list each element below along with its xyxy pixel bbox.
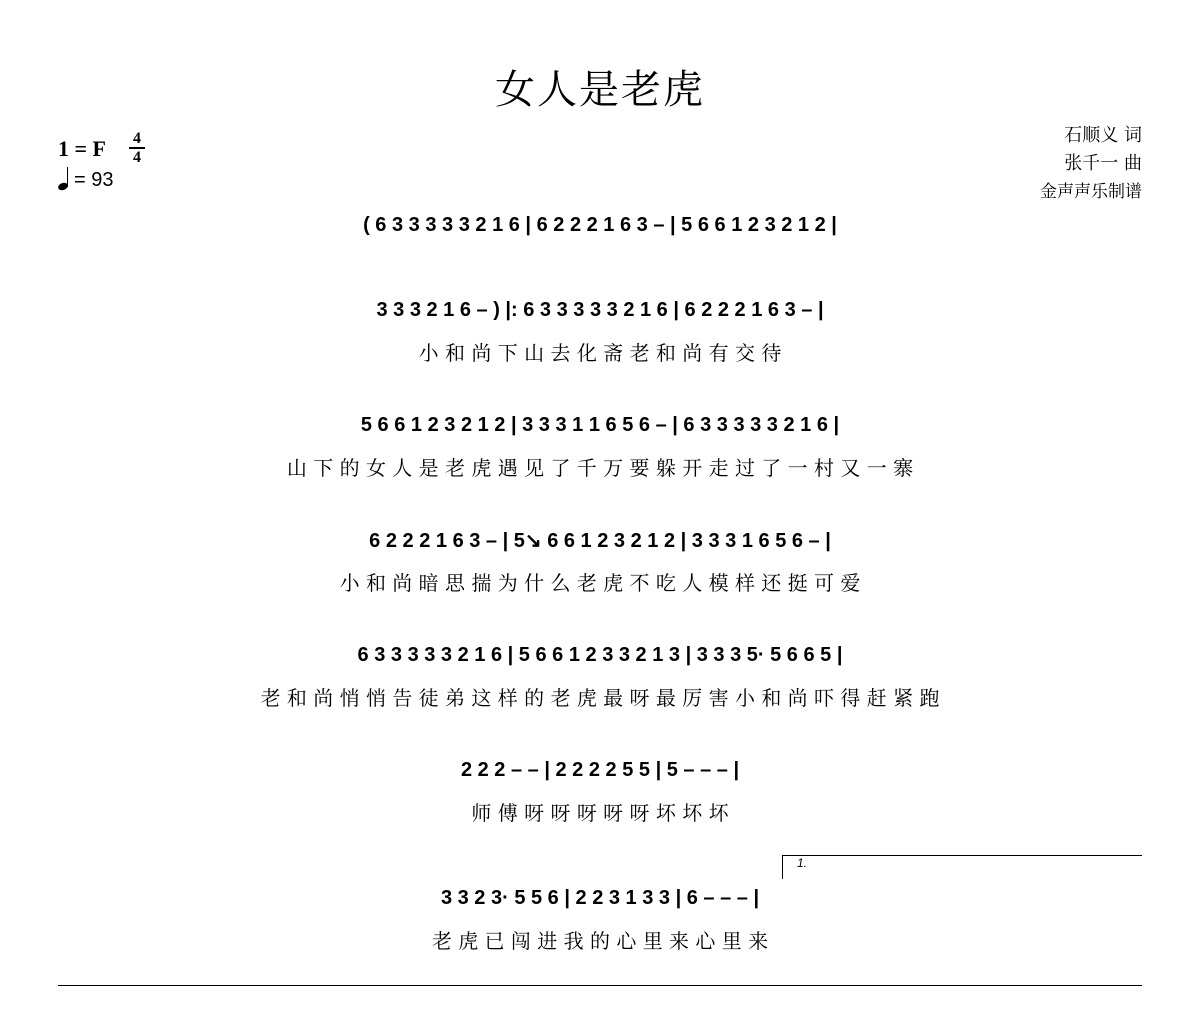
time-signature <box>128 130 146 166</box>
tempo-marking <box>58 166 113 192</box>
tempo-value: = 93 <box>74 169 114 191</box>
row-notes: 3 3 2 3· 5 5 6 | 2 2 3 1 3 3 | 6 – – – | <box>440 886 760 909</box>
time-signature-bottom: 4 <box>133 149 141 166</box>
credits <box>1040 122 1142 206</box>
row-notes: 6 3 3 3 3 3 2 1 6 | 5 6 6 1 2 3 3 2 1 3 | 3 3 3 5· 5 6 6 5 | <box>357 643 843 666</box>
row-notes: 6 2 2 2 1 6 3 – | 5↘ 6 6 1 2 3 2 1 2 | 3 3 3 1 6 5 6 – | <box>369 529 831 552</box>
row-lyrics: 老 和 尚 悄 悄 告 徒 弟 这 样 的 老 虎 最 呀 最 厉 害 小 和 尚 吓 得 赶 紧 跑 <box>260 685 940 710</box>
time-signature-top: 4 <box>133 130 141 147</box>
score-title: 女人是老虎 <box>495 67 705 113</box>
row-notes: 3 3 3 2 1 6 – ) |: 6 3 3 3 3 3 2 1 6 | 6 2 2 2 1 6 3 – | <box>376 298 824 321</box>
row-lyrics: 小 和 尚 下 山 去 化 斋 老 和 尚 有 交 待 <box>418 340 782 365</box>
row-notes: 2 2 2 – – | 2 2 2 2 5 5 | 5 – – – | <box>460 758 740 781</box>
row-lyrics <box>0 251 1200 281</box>
row-lyrics: 师 傅 呀 呀 呀 呀 呀 坏 坏 坏 <box>471 800 729 825</box>
volta-bracket: 1. <box>782 855 1142 879</box>
publisher-credit: 金声声乐制谱 <box>1040 182 1142 202</box>
row-notes: 5 6 6 1 2 3 2 1 2 | 3 3 3 1 1 6 5 6 – | 6 3 3 3 3 3 2 1 6 | <box>360 413 840 436</box>
quarter-note-icon <box>58 166 74 190</box>
row-lyrics: 山 下 的 女 人 是 老 虎 遇 见 了 千 万 要 躲 开 走 过 了 一 村 又 一 寨 <box>286 455 914 480</box>
key-signature: 1 = F <box>58 136 106 161</box>
row-lyrics: 老 虎 已 闯 进 我 的 心 里 来 心 里 来 <box>431 928 769 953</box>
row-notes: ( 6 3 3 3 3 3 2 1 6 | 6 2 2 2 1 6 3 – | 5 6 6 1 2 3 2 1 2 | <box>363 213 837 236</box>
composer-credit: 张千一 曲 <box>1064 153 1142 174</box>
lyricist-credit: 石顺义 词 <box>1064 125 1142 146</box>
system-divider <box>58 985 1142 986</box>
row-lyrics: 小 和 尚 暗 思 揣 为 什 么 老 虎 不 吃 人 模 样 还 挺 可 爱 <box>339 570 861 595</box>
